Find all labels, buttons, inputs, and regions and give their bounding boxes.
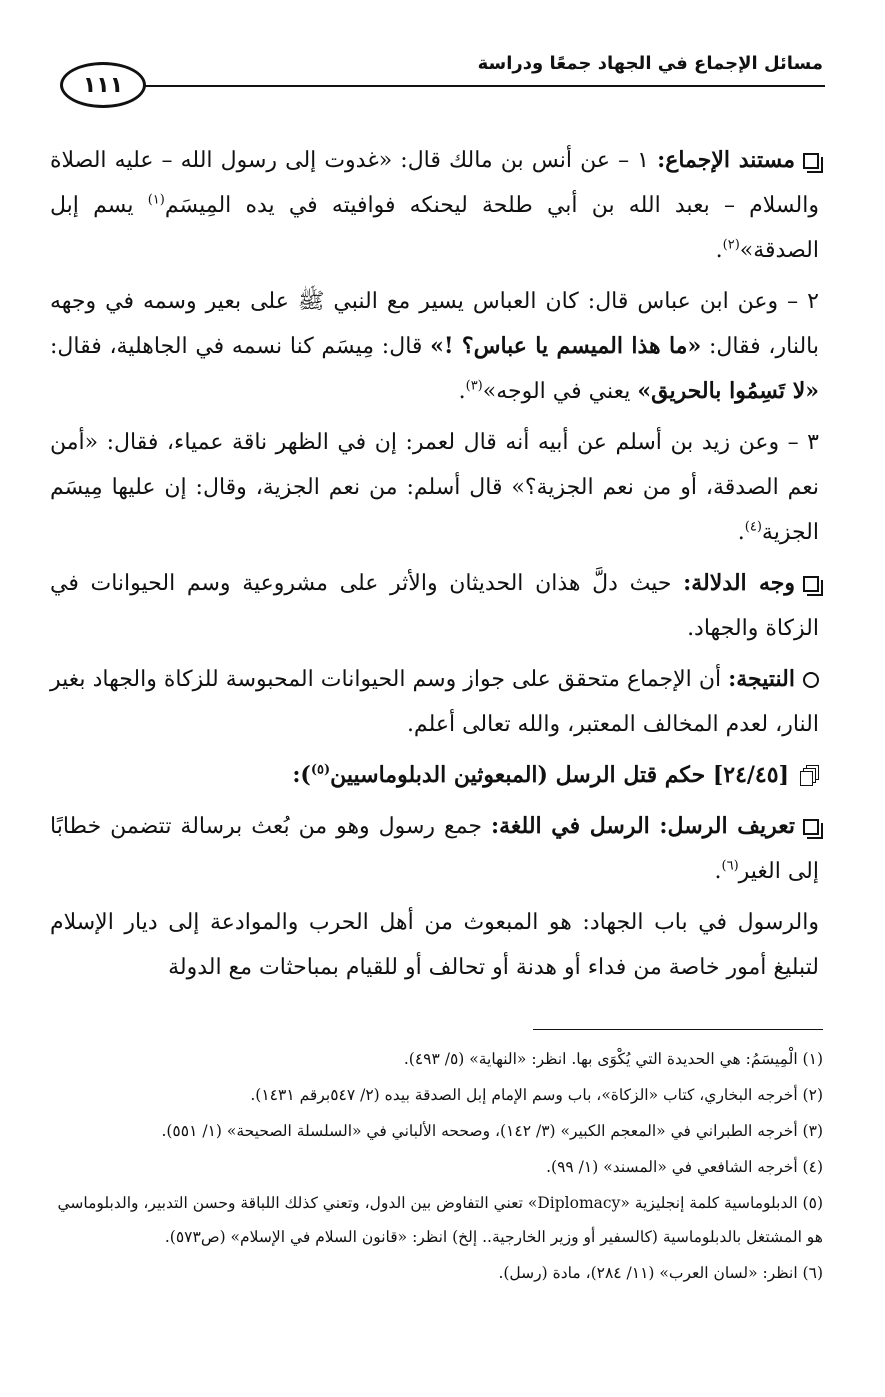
punctuation: . [458,379,466,404]
paragraph-hadith-2 [50,279,819,414]
footnote-item: (٣) أخرجه الطبراني في «المعجم الكبير» (٣/ ١٤٢)، وصححه الألباني في «السلسلة الصحيحة» (١/ ٥٥١). [161,1122,823,1140]
footnote-ref: (٣) [465,378,483,394]
footnote-separator [533,1029,823,1030]
paragraph-text: ٣ – وعن زيد بن أسلم عن أبيه أنه قال لعمر: إن في الظهر ناقة عمياء، فقال: «أمن نعم الصدقة، أو من نعم الجزية؟» قال أسلم: من نعم الجزية، وقال: إن عليها مِيسَم الجزية [50,430,819,545]
footnote-item: (٢) أخرجه البخاري، كتاب «الزكاة»، باب وسم الإمام إبل الصدقة بيده (٢/ ٥٤٧برقم ١٤٣١). [250,1086,823,1104]
paragraph-text: قال: مِيسَم كنا نسمه في الجاهلية، فقال: [50,334,431,359]
punctuation: . [714,859,722,884]
paragraph-messenger [50,900,819,990]
paragraph-ijma-basis [50,138,819,273]
paragraph-text: أن الإجماع متحقق على جواز وسم الحيوانات المحبوسة للزكاة والجهاد بغير النار، لعدم المخالف المعتبر، والله تعالى أعلم. [50,667,819,737]
footnote-item: (٥) الدبلوماسية كلمة إنجليزية «Diplomacy» تعني التفاوض بين الدول، وتعني كذلك اللباقة وحسن التدبير، والدبلوماسي هو المشتغل بالدبلوماسية (كالسفير أو وزير الخارجية.. إلخ) انظر: «قانون السلام في الإسلام» (ص٥٧٣). [57,1194,823,1246]
paragraph-hadith-3 [50,420,819,555]
footnote-item: (٦) انظر: «لسان العرب» (١١/ ٢٨٤)، مادة (رسل). [498,1264,823,1282]
paragraph-lead: تعريف الرسل: الرسل في اللغة: [491,813,795,839]
paragraph-lead: النتيجة: [728,666,795,692]
paragraph-result [50,657,819,747]
paragraph-text: يسم إبل الصدقة» [50,193,819,263]
paragraph-text: حيث دلَّ هذان الحديثان والأثر على مشروعية وسم الحيوانات في الزكاة والجهاد. [50,571,819,641]
paragraph-definition [50,804,819,894]
punctuation: . [737,520,745,545]
footnote-item: (٤) أخرجه الشافعي في «المسند» (١/ ٩٩). [546,1158,823,1176]
footnote-ref: (٥) [310,762,331,778]
checkbox-marker-icon [803,153,819,169]
page-number-oval [60,62,146,108]
punctuation: . [715,238,723,263]
footnote-ref: (٤) [744,519,762,535]
page-number: ١١١ [82,72,124,98]
paragraph-lead: وجه الدلالة: [683,570,796,596]
footnotes [50,1042,823,1292]
circle-marker-icon [803,672,819,688]
running-title: مسائل الإجماع في الجهاد جمعًا ودراسة [477,53,823,74]
documents-icon [799,765,819,785]
quoted-bold: «لا تَسِمُوا بالحريق» [637,378,819,404]
paragraph-text: جمع رسول وهو من بُعث برسالة تتضمن خطابًا إلى الغير [50,814,819,884]
header-rule [130,85,825,87]
footnote-ref: (٢) [722,237,740,253]
paragraph-text: ١ – عن أنس بن مالك قال: «غدوت إلى رسول الله – عليه الصلاة والسلام – بعبد الله بن أبي طلحة ليحنكه فوافيته في يده المِيسَم [50,148,819,218]
footnote-ref: (٦) [721,858,739,874]
footnote-ref: (١) [147,192,165,208]
footnote-item: (١) الْمِيسَمُ: هي الحديدة التي يُكْوَى بها. انظر: «النهاية» (٥/ ٤٩٣). [403,1050,823,1068]
quoted-bold: «ما هذا الميسم يا عباس؟ !» [430,333,702,359]
paragraph-evidence [50,561,819,651]
section-title-text: [٢٤/٤٥] حكم قتل الرسل (المبعوثين الدبلوماسيين [330,762,789,788]
paragraph-text: يعني في الوجه» [482,379,638,404]
main-text [50,138,819,996]
paragraph-text: ٢ – وعن ابن عباس قال: كان العباس يسير مع النبي ﷺ على بعير وسمه في وجهه بالنار، فقال: [50,289,820,359]
checkbox-marker-icon [803,576,819,592]
checkbox-marker-icon [803,819,819,835]
section-heading [50,753,819,798]
paragraph-lead: مستند الإجماع: [657,147,795,173]
paragraph-text: والرسول في باب الجهاد: هو المبعوث من أهل الحرب والموادعة إلى ديار الإسلام لتبليغ أمور خاصة من فداء أو هدنة أو تحالف أو للقيام بمباحثات مع الدولة [50,910,819,980]
punctuation: ): [292,762,311,788]
